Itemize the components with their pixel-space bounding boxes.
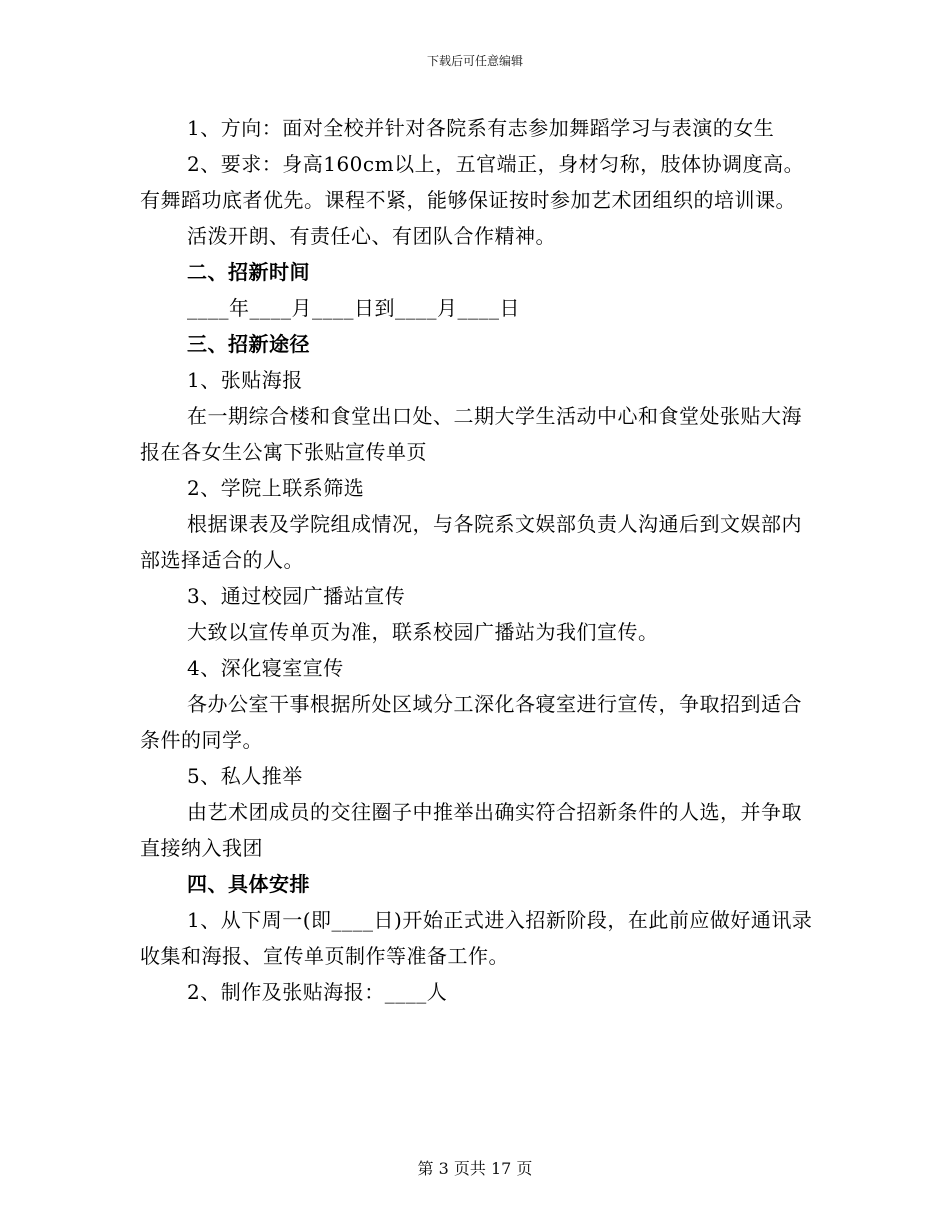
document-body [140,110,820,1010]
channel-4-title: 4、深化寝室宣传 [187,656,344,680]
channel-4-body: 各办公室干事根据所处区域分工深化各寝室进行宣传，争取招到适合条件的同学。 [140,692,802,752]
channel-1-body: 在一期综合楼和食堂出口处、二期大学生活动中心和食堂处张贴大海报在各女生公寓下张贴宣传单页 [140,404,802,464]
direction-paragraph: 1、方向：面对全校并针对各院系有志参加舞蹈学习与表演的女生 [187,116,775,140]
channel-3-body: 大致以宣传单页为准，联系校园广播站为我们宣传。 [187,620,659,644]
section-heading-recruit-time: 二、招新时间 [187,260,310,284]
arrangement-1: 1、从下周一(即____日)开始正式进入招新阶段，在此前应做好通讯录收集和海报、宣传单页制作等准备工作。 [140,908,813,968]
channel-2-body: 根据课表及学院组成情况，与各院系文娱部负责人沟通后到文娱部内部选择适合的人。 [140,512,802,572]
channel-2-title: 2、学院上联系筛选 [187,476,365,500]
page-footer: 第 3 页共 17 页 [417,1159,533,1178]
recruit-date-line: ____年____月____日到____月____日 [187,296,520,320]
personality-paragraph: 活泼开朗、有责任心、有团队合作精神。 [187,224,556,248]
requirements-paragraph: 2、要求：身高160cm以上，五官端正，身材匀称，肢体协调度高。有舞蹈功底者优先。课程不紧，能够保证按时参加艺术团组织的培训课。 [140,152,805,212]
arrangement-2: 2、制作及张贴海报：____人 [187,980,448,1004]
channel-1-title: 1、张贴海报 [187,368,303,392]
channel-3-title: 3、通过校园广播站宣传 [187,584,406,608]
section-heading-arrangement: 四、具体安排 [187,872,310,896]
channel-5-body: 由艺术团成员的交往圈子中推举出确实符合招新条件的人选，并争取直接纳入我团 [140,800,802,860]
channel-5-title: 5、私人推举 [187,764,303,788]
section-heading-recruit-channels: 三、招新途径 [187,332,310,356]
page-header: 下载后可任意编辑 [426,54,523,68]
